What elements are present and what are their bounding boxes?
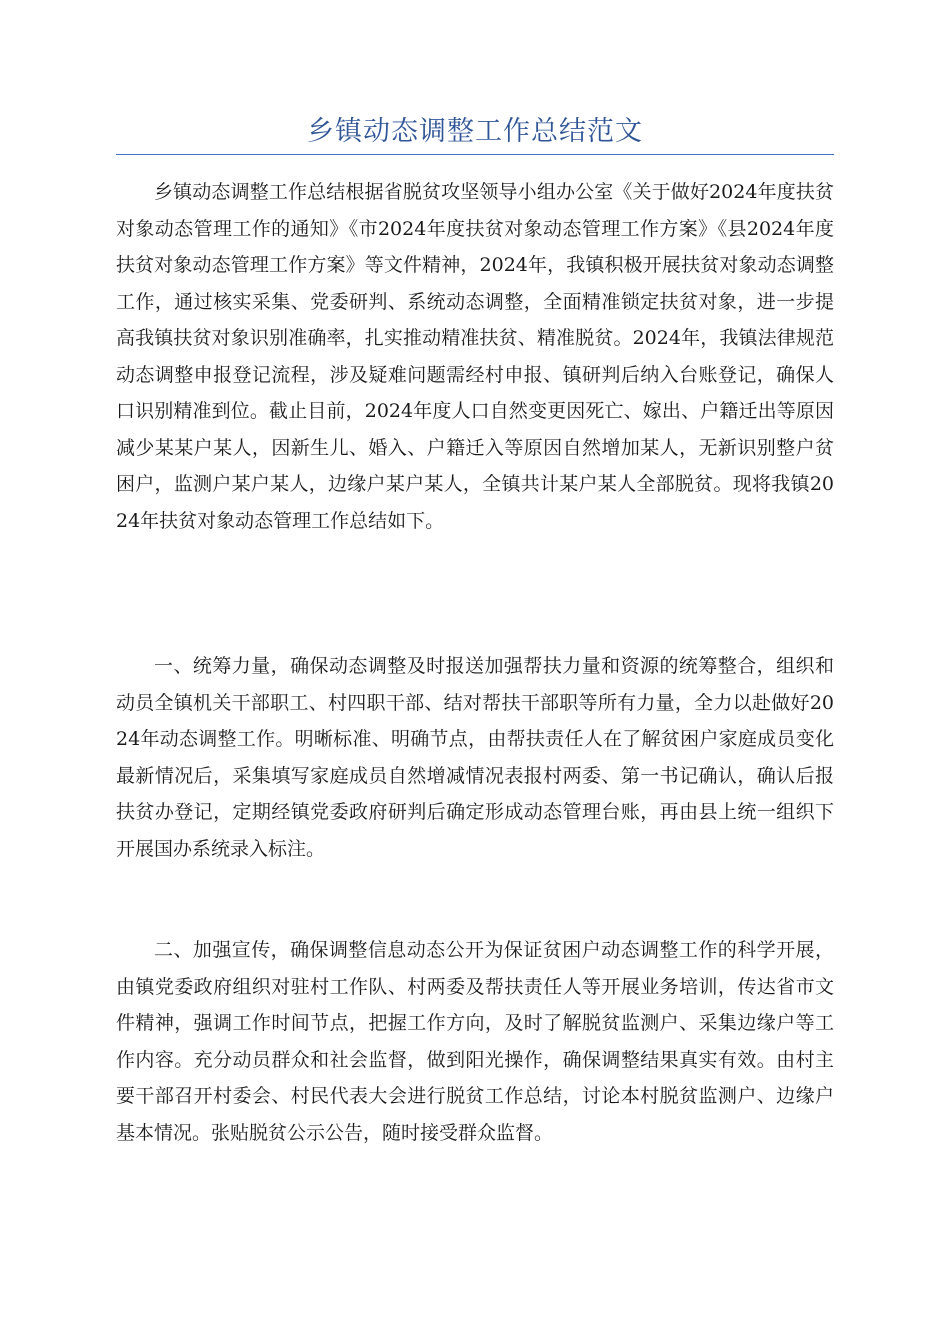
- title-underline: [116, 154, 834, 155]
- document-title: 乡镇动态调整工作总结范文: [307, 116, 643, 147]
- body-paragraph-1: 乡镇动态调整工作总结根据省脱贫攻坚领导小组办公室《关于做好2024年度扶贫对象动态管理工作的通知》《市2024年度扶贫对象动态管理工作方案》《县2024年度扶贫对象动态管理工作方案》等文件精神，2024年，我镇积极开展扶贫对象动态调整工作，通过核实采集、党委研判、系统动态调整，全面精准锁定扶贫对象，进一步提高我镇扶贫对象识别准确率，扎实推动精准扶贫、精准脱贫。2024年，我镇法律规范动态调整申报登记流程，涉及疑难问题需经村申报、镇研判后纳入台账登记，确保人口识别精准到位。截止目前，2024年度人口自然变更因死亡、嫁出、户籍迁出等原因减少某某户某人，因新生儿、婚入、户籍迁入等原因自然增加某人，无新识别整户贫困户，监测户某户某人，边缘户某户某人，全镇共计某户某人全部脱贫。现将我镇2024年扶贫对象动态管理工作总结如下。: [116, 181, 834, 532]
- body-paragraph-3: 二、加强宣传，确保调整信息动态公开为保证贫困户动态调整工作的科学开展，由镇党委政府组织对驻村工作队、村两委及帮扶责任人等开展业务培训，传达省市文件精神，强调工作时间节点，把握工作方向，及时了解脱贫监测户、采集边缘户等工作内容。充分动员群众和社会监督，做到阳光操作，确保调整结果真实有效。由村主要干部召开村委会、村民代表大会进行脱贫工作总结，讨论本村脱贫监测户、边缘户基本情况。张贴脱贫公示公告，随时接受群众监督。: [116, 939, 834, 1144]
- body-paragraph-2: 一、统筹力量，确保动态调整及时报送加强帮扶力量和资源的统筹整合，组织和动员全镇机关干部职工、村四职干部、结对帮扶干部职等所有力量，全力以赴做好2024年动态调整工作。明晰标准、明确节点，由帮扶责任人在了解贫困户家庭成员变化最新情况后，采集填写家庭成员自然增减情况表报村两委、第一书记确认，确认后报扶贫办登记，定期经镇党委政府研判后确定形成动态管理台账，再由县上统一组织下开展国办系统录入标注。: [116, 655, 834, 860]
